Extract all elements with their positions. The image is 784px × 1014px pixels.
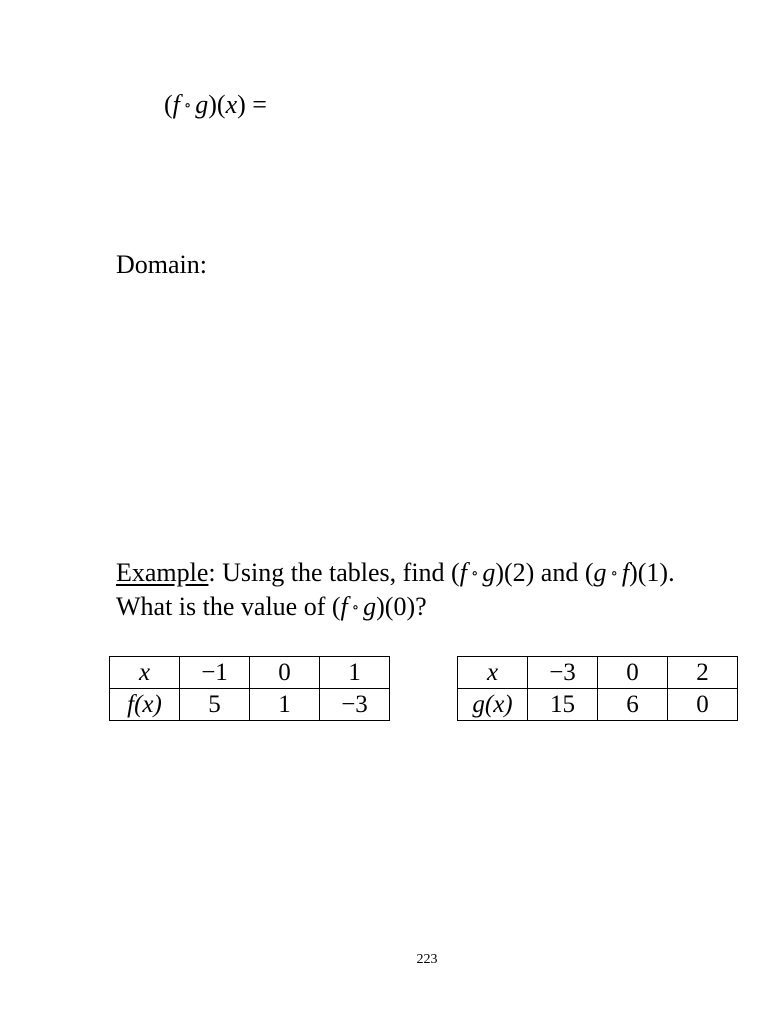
table-cell: 1 [250,689,320,721]
example-text-d: What is the value of ( [116,592,341,621]
table-cell: −1 [180,657,250,689]
table-cell: −3 [528,657,598,689]
table-header-cell: f(x) [110,689,180,721]
x-symbol: x [225,90,238,119]
g-values-table [457,656,738,721]
example-label: Example [116,558,209,587]
table-cell: 15 [528,689,598,721]
f-values-table [109,656,390,721]
table-row [110,689,390,721]
table-cell: 1 [320,657,390,689]
compose-operator: ∘ [470,566,479,582]
f-symbol: f [459,558,467,587]
page-number: 223 [416,952,438,967]
example-text-c: )(1). [629,558,675,587]
table-cell: −3 [320,689,390,721]
paren-mid: )( [208,90,226,119]
compose-operator: ∘ [351,600,360,616]
compose-operator: ∘ [610,566,618,582]
table-header-cell: g(x) [458,689,528,721]
example-text-b: )(2) and ( [495,558,594,587]
table-cell: 6 [598,689,668,721]
table-row [458,689,738,721]
table-header-cell: x [458,657,528,689]
table-cell: 5 [180,689,250,721]
g-symbol: g [195,90,209,119]
table-row [458,657,738,689]
g-symbol: g [482,558,496,587]
example-text-a: : Using the tables, find ( [208,558,460,587]
table-cell: 0 [598,657,668,689]
table-cell: 0 [250,657,320,689]
example-question-line-2 [116,592,427,622]
table-cell: 2 [668,657,738,689]
example-text-e: )(0)? [376,592,427,621]
paren-open: ( [164,90,173,119]
f-symbol: f [621,558,630,587]
table-row [110,657,390,689]
g-symbol: g [593,558,607,587]
example-question-line-1 [116,558,675,588]
table-cell: 0 [668,689,738,721]
f-symbol: f [172,90,180,119]
domain-label: Domain: [116,250,207,279]
g-symbol: g [363,592,377,621]
compose-operator: ∘ [183,98,192,114]
equals-tail: ) = [237,90,267,119]
f-symbol: f [340,592,348,621]
composition-expression [164,90,267,120]
table-header-cell: x [110,657,180,689]
